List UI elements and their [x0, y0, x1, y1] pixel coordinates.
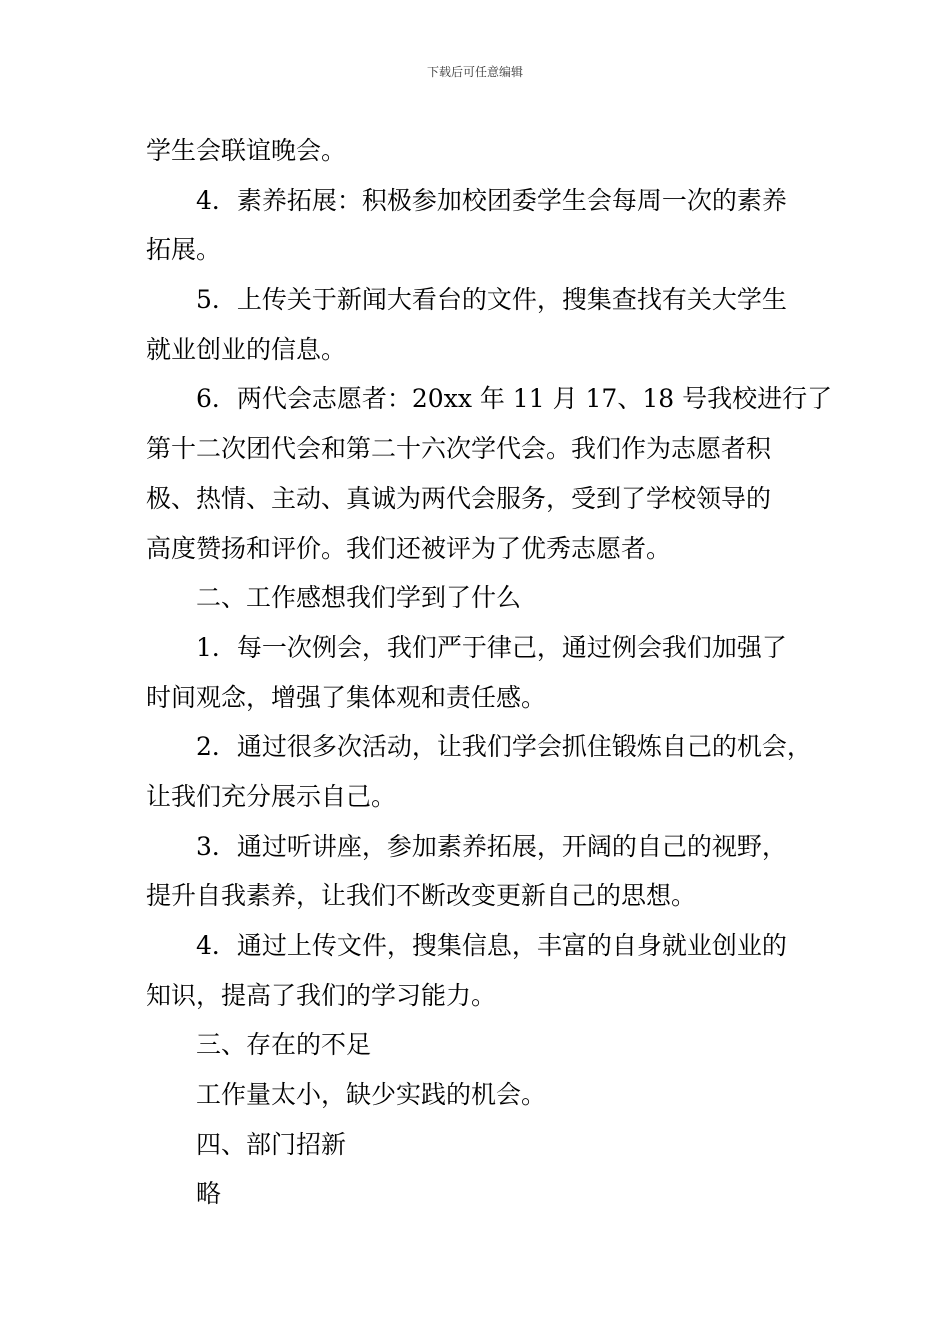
reflection-3-line-2: 提升自我素养，让我们不断改变更新自己的思想。	[146, 881, 697, 911]
list-item-6-line-4: 高度赞扬和评价。我们还被评为了优秀志愿者。	[146, 533, 672, 563]
reflection-1-line-2: 时间观念，增强了集体观和责任感。	[146, 682, 547, 712]
reflection-4-line-1: 4．通过上传文件，搜集信息，丰富的自身就业创业的	[196, 931, 787, 960]
document-body	[146, 126, 833, 1219]
body-line: 学生会联谊晚会。	[146, 136, 347, 165]
section-heading-2: 二、工作感想我们学到了什么	[196, 583, 522, 613]
reflection-2-line-2: 让我们充分展示自己。	[146, 781, 397, 811]
omitted-text: 略	[196, 1179, 222, 1209]
reflection-4-line-2: 知识，提高了我们的学习能力。	[146, 980, 497, 1010]
list-item-5-line-1: 5．上传关于新闻大看台的文件，搜集查找有关大学生	[196, 285, 787, 315]
list-item-4-line-2: 拓展。	[146, 235, 222, 265]
page-header: 下载后可任意编辑	[426, 65, 523, 79]
shortcoming-text: 工作量太小，缺少实践的机会。	[196, 1080, 547, 1110]
list-item-4-line-1: 4．素养拓展：积极参加校团委学生会每周一次的素养	[196, 185, 787, 215]
section-heading-4: 四、部门招新	[196, 1129, 347, 1159]
reflection-1-line-1: 1．每一次例会，我们严于律己，通过例会我们加强了	[196, 632, 787, 662]
list-item-6-line-1: 6．两代会志愿者：20xx 年 11 月 17、18 号我校进行了	[196, 384, 833, 414]
reflection-2-line-1: 2．通过很多次活动，让我们学会抓住锻炼自己的机会，	[196, 732, 812, 762]
list-item-6-line-3: 极、热情、主动、真诚为两代会服务，受到了学校领导的	[146, 483, 772, 513]
list-item-6-line-2: 第十二次团代会和第二十六次学代会。我们作为志愿者积	[146, 434, 772, 464]
reflection-3-line-1: 3．通过听讲座，参加素养拓展，开阔的自己的视野，	[196, 831, 787, 861]
list-item-5-line-2: 就业创业的信息。	[146, 334, 347, 364]
section-heading-3: 三、存在的不足	[196, 1030, 372, 1060]
